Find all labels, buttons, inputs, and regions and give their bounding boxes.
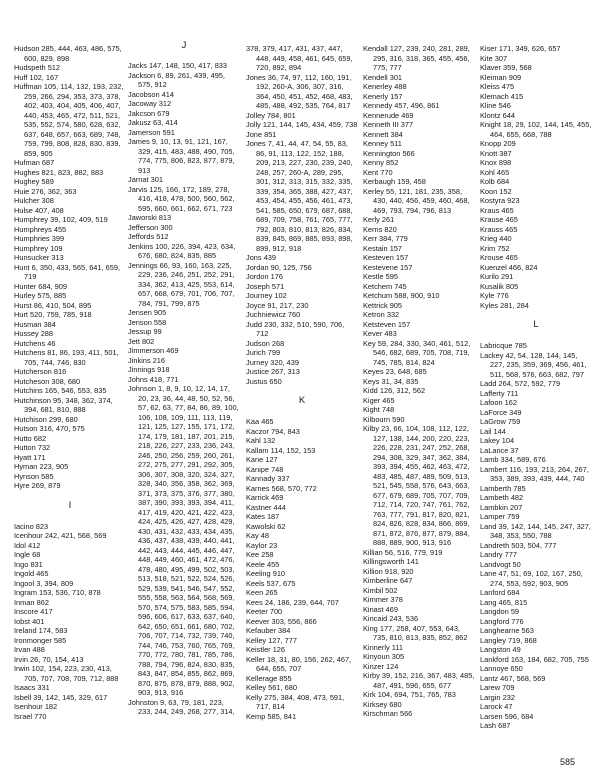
index-entry: Krouse 465 <box>480 253 518 262</box>
index-entry: Irwin 102, 154, 223, 230, 413, 705, 707, 708, 709, 712, 888 <box>14 664 119 683</box>
index-entry: Hunt 6, 350, 433, 565, 641, 659, 719 <box>14 262 121 281</box>
index-entry: Kaa 465 <box>246 417 274 426</box>
index-entry: Lambkin 207 <box>480 502 523 512</box>
index-entry: Kiger 465 <box>363 395 395 405</box>
index-entry: Knox 898 <box>480 158 512 167</box>
index-entry: Kesteven 157 <box>363 253 409 262</box>
index-entry: Judd 230, 332, 510, 590, 706, 712 <box>246 319 345 338</box>
index-entry: Jacoway 312 <box>128 99 172 108</box>
index-entry: Inscore 417 <box>14 607 53 616</box>
index-entry: Lafferty 711 <box>480 388 519 398</box>
index-entry: Kenney 511 <box>363 139 402 148</box>
index-entry: Irvin 26, 70, 154, 413 <box>14 654 84 664</box>
index-entry: Land 39, 142, 144, 145, 247, 327, 348, 353, 550, 788 <box>480 521 591 540</box>
index-entry: Huff 102, 167 <box>14 72 59 82</box>
index-entry: Kinyoun 305 <box>363 652 405 661</box>
index-entry: Jordon 176 <box>246 272 283 281</box>
index-entry: Kennett 384 <box>363 129 403 139</box>
index-entry: Hyatt 171 <box>14 452 46 462</box>
index-entry: Humphreys 455 <box>14 224 67 234</box>
index-entry: Huffman 105, 114, 132, 193, 232, 259, 266, 294, 353, 373, 378, 402, 403, 404, 405, 406, 407, 440, 453, 465, 472, 511, 521, 535, 552, 574, 580, 628, 632, 637, 648, 657, 663, 689, 748, 759, 799, 808, 828, 830, 839, 859, 905 <box>14 82 124 158</box>
index-entry: Kostyra 923 <box>480 196 520 205</box>
index-column-3 <box>246 44 358 721</box>
index-entry: Langhearne 563 <box>480 626 534 635</box>
index-entry: Keys 31, 34, 835 <box>363 376 419 386</box>
index-entry: Kastner 444 <box>246 502 286 512</box>
index-entry: Kawolski 62 <box>246 521 286 531</box>
index-entry: Landvogt 50 <box>480 559 521 569</box>
index-entry: Hyman 223, 905 <box>14 462 69 471</box>
index-entry: Kusalik 805 <box>480 281 519 291</box>
index-entry: Humphries 399 <box>14 234 65 243</box>
index-entry: Lackey 42, 54, 128, 144, 145, 227, 235, 359, 369, 456, 461, 511, 568, 576, 663, 682, 797 <box>480 350 587 379</box>
index-entry: Humphrey 109 <box>14 243 63 253</box>
index-entry: Jefferson 300 <box>128 222 173 232</box>
index-entry: Krauss 465 <box>480 224 518 234</box>
index-entry: Jeffords 512 <box>128 232 169 241</box>
index-entry: Largin 232 <box>480 692 515 702</box>
index-entry: Klontz 644 <box>480 110 515 120</box>
index-entry: Hunter 684, 909 <box>14 281 68 291</box>
index-entry: Kohl 465 <box>480 167 510 177</box>
index-entry: Ironmonger 585 <box>14 635 67 645</box>
index-column-4 <box>363 44 475 719</box>
index-entry: Kerr 384, 779 <box>363 234 408 243</box>
index-entry: Ketsteven 157 <box>363 319 411 329</box>
index-entry: Jennings 66, 93, 160, 163, 225, 229, 236, 246, 251, 252, 291, 334, 362, 413, 425, 553, 614, 657, 668, 679, 701, 706, 707, 784, 791, 799, 875 <box>128 260 235 308</box>
index-entry: Lanford 684 <box>480 588 520 597</box>
index-entry: Killingsworth 141 <box>363 557 419 566</box>
index-entry: Kendall 127, 239, 240, 281, 289, 295, 316, 318, 365, 455, 456, 775, 777 <box>363 44 470 72</box>
index-entry: Ingold 465 <box>14 569 49 578</box>
index-entry: Kelley 127, 777 <box>246 635 297 645</box>
index-entry: Jenkins 100, 226, 394, 423, 634, 676, 680, 824, 835, 885 <box>128 241 236 260</box>
index-entry: Lantz 467, 568, 569 <box>480 673 546 683</box>
index-entry: Kenny 852 <box>363 158 399 167</box>
index-entry: Kestevene 157 <box>363 262 413 272</box>
index-entry: Isbell 39, 142, 145, 329, 617 <box>14 692 108 702</box>
index-entry: Keeling 910 <box>246 569 286 578</box>
index-entry: Kellerage 855 <box>246 673 292 683</box>
index-entry: Keels 537, 675 <box>246 578 296 588</box>
index-column-1 <box>14 44 126 721</box>
index-entry: Hutcherson 816 <box>14 367 67 376</box>
index-entry: 378, 379, 417, 431, 437, 447, 448, 449, 458, 461, 645, 659, 720, 892, 894 <box>246 44 353 72</box>
index-entry: Kirschman 566 <box>363 709 413 718</box>
index-entry: Jacobson 414 <box>128 89 175 99</box>
index-entry: Hutto 682 <box>14 433 47 443</box>
index-entry: Humphrey 39, 102, 409, 519 <box>14 215 108 224</box>
index-entry: Karnes 568, 570, 772 <box>246 483 317 493</box>
section-letter: L <box>533 319 539 330</box>
index-entry: Langdon 59 <box>480 607 520 616</box>
index-entry: Kees 24, 186, 239, 644, 707 <box>246 597 339 607</box>
index-entry: Klemach 415 <box>480 91 524 101</box>
index-entry: Kinast 469 <box>363 604 398 614</box>
index-entry: Hurley 575, 885 <box>14 291 67 300</box>
index-entry: Lafoon 162 <box>480 398 517 407</box>
index-entry: Kerley 55, 121, 181, 235, 358, 430, 440, 456, 459, 460, 468, 469, 793, 794, 796, 813 <box>363 186 470 215</box>
index-entry: Kleiman 909 <box>480 72 522 82</box>
index-entry: Joyce 91, 217, 230 <box>246 300 309 310</box>
index-entry: Kenerley 488 <box>363 82 407 91</box>
index-entry: Kennerude 469 <box>363 110 414 120</box>
index-entry: Keever 303, 556, 866 <box>246 616 317 626</box>
index-entry: Idol 412 <box>14 540 41 550</box>
index-entry: Koon 152 <box>480 186 512 196</box>
index-entry: Joseph 571 <box>246 281 285 291</box>
index-entry: Kimbil 502 <box>363 585 398 595</box>
index-entry: Kallam 114, 152, 153 <box>246 445 316 455</box>
index-entry: Kerly 261 <box>363 215 395 224</box>
index-entry: Johnston 9, 63, 79, 181, 223, 233, 244, 249, 268, 277, 314, <box>128 697 235 716</box>
index-entry: Hutchins 165, 546, 553, 835 <box>14 386 107 395</box>
index-entry: Kee 258 <box>246 550 274 559</box>
index-entry: Jakcson 679 <box>128 108 170 118</box>
index-entry: Kerns 820 <box>363 224 397 234</box>
index-entry: Kettrick 905 <box>363 300 403 310</box>
index-entry: Kraus 465 <box>480 205 514 215</box>
index-entry: Justice 267, 313 <box>246 367 300 376</box>
index-entry: Ingool 3, 394, 809 <box>14 578 74 588</box>
index-entry: Husman 384 <box>14 319 56 329</box>
index-entry: Kerbaugh 159, 458 <box>363 177 426 186</box>
index-entry: Killian 56, 516, 779, 919 <box>363 547 443 557</box>
index-entry: Icenhour 242, 421, 568, 569 <box>14 531 107 540</box>
index-entry: Kyles 281, 284 <box>480 300 529 310</box>
index-entry: Johnson 1, 8, 9, 10, 12, 14, 17, 20, 23, 36, 44, 48, 50, 52, 56, 57, 62, 63, 77, 84, 86, 89, 100, 106, 108, 109, 111, 113, 119, 121, 125, 127, 155, 171, 172, 174, 179, 181, 187, 201, 215, 218, 226, 227, 233, 236, 243, 246, 250, 256, 259, 260, 261, 272, 275, 277, 291, 292, 305, 306, 307, 308, 320, 324, 327, 328, 340, 356, 358, 362, 369, 371, 373, 375, 376, 377, 380, 387, 390, 393, 393, 394, 411, 417, 419, 420, 421, 422, 423, 424, 425, 426, 427, 428, 429, 430, 431, 432, 433, 434, 435, 436, 437, 438, 439, 440, 441, 442, 443, 444, 445, 446, 447, 448, 449, 460, 461, 472, 476, 478, 480, 495, 499, 502, 503, 513, 518, 521, 522, 524, 526, 529, 539, 541, 546, 547, 552, 555, 558, 563, 564, 568, 569, 570, 574, 575, 583, 585, 594, 596, 606, 617, 633, 637, 640, 642, 650, 651, 661, 680, 702, 706, 707, 714, 732, 739, 740, 744, 746, 753, 760, 765, 769, 770, 772, 780, 781, 785, 786, 788, 794, 796, 824, 830, 835, 843, 847, 854, 855, 862, 869, 870, 875, 878, 879, 888, 902, 903, 913, 916 <box>128 384 239 697</box>
index-entry: Landry 777 <box>480 550 517 559</box>
index-entry: Hutchens 46 <box>14 338 56 348</box>
index-entry: Huie 276, 362, 363 <box>14 186 77 196</box>
index-entry: Kefauber 384 <box>246 626 291 635</box>
index-entry: Kannady 337 <box>246 474 290 483</box>
index-entry: Judson 268 <box>246 338 285 348</box>
index-entry: Lane 47, 51, 69, 102, 167, 250, 274, 553, 592, 903, 905 <box>480 569 583 588</box>
index-entry: Jackson 6, 89, 261, 439, 495, 575, 912 <box>128 70 225 89</box>
index-entry: Krause 465 <box>480 215 518 224</box>
index-entry: Kay 48 <box>246 531 270 540</box>
index-entry: Jenson 558 <box>128 317 167 327</box>
index-entry: Hutchison 299, 680 <box>14 414 78 424</box>
index-entry: Lash 687 <box>480 721 511 730</box>
index-entry: LaForce 349 <box>480 407 522 417</box>
index-entry: Hurst 86, 410, 504, 895 <box>14 300 92 310</box>
index-entry: Kent 770 <box>363 167 393 177</box>
index-entry: Kiser 171, 349, 626, 657 <box>480 44 561 53</box>
index-entry: Jordan 90, 125, 756 <box>246 262 312 272</box>
index-entry: King 177, 258, 407, 553, 643, 735, 810, 813, 835, 852, 862 <box>363 623 468 642</box>
index-entry: Ketchum 588, 900, 910 <box>363 291 440 300</box>
index-entry: Kilbourn 590 <box>363 414 405 424</box>
index-entry: Kestain 157 <box>363 243 403 253</box>
index-entry: Kennedy 457, 496, 861 <box>363 101 440 110</box>
index-entry: Kimberline 647 <box>363 576 413 585</box>
index-entry: Lambeth 482 <box>480 493 524 502</box>
index-entry: Lankford 163, 184, 682, 705, 755 <box>480 654 589 664</box>
index-entry: Israel 770 <box>14 711 47 721</box>
index-entry: Kemp 585, 841 <box>246 711 297 721</box>
index-entry: Hulcher 308 <box>14 196 54 205</box>
index-entry: Jessup 99 <box>128 327 162 336</box>
index-entry: Kennington 566 <box>363 148 415 158</box>
index-entry: Kaczor 794, 843 <box>246 426 300 436</box>
section-letter: K <box>298 395 306 406</box>
index-entry: Jarnat 301 <box>128 175 163 184</box>
index-entry: Isaacs 331 <box>14 683 50 692</box>
index-entry: Jaworski 813 <box>128 213 172 222</box>
section-letter: J <box>181 40 187 51</box>
index-entry: Keen 265 <box>246 588 278 597</box>
index-entry: Ireland 174, 583 <box>14 626 68 635</box>
index-entry: Kahl 132 <box>246 436 276 445</box>
index-entry: Jurich 799 <box>246 348 281 357</box>
index-entry: Knight 18, 29, 102, 144, 145, 455, 464, 655, 668, 788 <box>480 120 592 139</box>
index-entry: Jinkins 216 <box>128 355 165 365</box>
index-entry: Isenhour 182 <box>14 702 58 711</box>
index-entry: Hufman 687 <box>14 158 55 167</box>
index-entry: Keele 455 <box>246 559 280 569</box>
index-entry: Jimmerson 469 <box>128 346 179 355</box>
index-entry: Journey 102 <box>246 291 287 300</box>
index-entry: Killion 918, 920 <box>363 566 414 576</box>
index-entry: Hutson 316, 470, 575 <box>14 424 85 433</box>
index-entry: Klaver 359, 568 <box>480 63 532 72</box>
index-entry: Kinzer 124 <box>363 661 399 671</box>
index-entry: Kestle 595 <box>363 272 398 281</box>
index-entry: Jons 439 <box>246 253 276 262</box>
index-entry: Langford 776 <box>480 616 524 626</box>
index-entry: Keyes 23, 648, 685 <box>363 367 427 376</box>
index-entry: Keeter 700 <box>246 607 283 616</box>
index-entry: Jett 802 <box>128 336 155 346</box>
index-entry: Kline 546 <box>480 101 511 110</box>
index-entry: Larock 47 <box>480 702 513 711</box>
index-entry: Ladd 264, 572, 592, 779 <box>480 379 561 388</box>
index-entry: Lannoye 650 <box>480 664 523 673</box>
index-entry: LaLance 37 <box>480 445 519 455</box>
index-entry: Larew 709 <box>480 683 515 692</box>
index-entry: James 9, 10, 13, 91, 121, 167, 329, 415, 483, 488, 490, 705, 774, 775, 806, 823, 877, 879, 913 <box>128 137 235 175</box>
index-entry: Hussey 288 <box>14 329 54 338</box>
index-entry: Hudson 285, 444, 463, 486, 575, 600, 829, 898 <box>14 44 122 63</box>
index-entry: Kyle 776 <box>480 291 509 300</box>
index-entry: Keller 18, 31, 80, 156, 262, 467, 644, 655, 707 <box>246 654 352 673</box>
section-letter: I <box>68 499 72 511</box>
index-entry: Lamberth 785 <box>480 483 526 493</box>
index-entry: Ketchem 745 <box>363 281 407 291</box>
index-entry: Jurney 320, 439 <box>246 357 300 367</box>
index-entry: Jolly 121, 144, 145, 434, 459, 738 <box>246 120 358 129</box>
index-entry: Kleiss 475 <box>480 82 515 91</box>
index-entry: Kinnerly 111 <box>363 642 403 652</box>
index-entry: Jakusz 63, 414 <box>128 118 178 127</box>
index-entry: Kenerly 157 <box>363 91 403 101</box>
index-entry: Kates 187 <box>246 512 280 521</box>
index-entry: Keistler 126 <box>246 645 286 654</box>
index-entry: Kanipe 748 <box>246 464 284 474</box>
index-entry: Knopp 209 <box>480 139 516 148</box>
index-entry: Iacino 823 <box>14 521 49 531</box>
index-entry: LaGrow 759 <box>480 417 521 426</box>
index-entry: Kidd 126, 312, 562 <box>363 386 426 395</box>
index-entry: Jinnings 918 <box>128 365 170 374</box>
index-entry: Hutchinson 95, 348, 362, 374, 394, 681, 810, 888 <box>14 395 113 414</box>
index-entry: Irvan 488 <box>14 645 45 654</box>
index-entry: Jones 36, 74, 97, 112, 160, 191, 192, 260-A, 306, 307, 316, 364, 450, 451, 452, 468, 483, 485, 488, 492, 535, 764, 817 <box>246 72 353 110</box>
index-entry: Kimmer 378 <box>363 595 403 604</box>
index-entry: Kelley 561, 680 <box>246 683 297 692</box>
index-entry: Jensen 905 <box>128 308 167 317</box>
index-entry: Lambert 116, 193, 213, 264, 267, 353, 389, 393, 439, 444, 740 <box>480 464 589 483</box>
index-entry: Ingle 68 <box>14 550 41 559</box>
index-entry: Lakey 104 <box>480 436 515 445</box>
index-entry: Hughey 589 <box>14 177 54 186</box>
index-entry: Jamerson 591 <box>128 127 175 137</box>
index-entry: Ingram 153, 536, 710, 878 <box>14 588 101 597</box>
page-number: 585 <box>560 757 576 767</box>
index-entry: Kincaid 243, 536 <box>363 614 419 623</box>
index-entry: Iobst 401 <box>14 616 45 626</box>
index-entry: Kirby 39, 152, 216, 367, 483, 485, 487, 491, 596, 655, 677 <box>363 671 475 690</box>
index-entry: Kolb 684 <box>480 177 510 186</box>
index-entry: Langston 49 <box>480 645 521 654</box>
index-entry: Lamb 334, 589, 676 <box>480 455 546 464</box>
index-entry: Jones 7, 41, 44, 47, 54, 55, 83, 86, 91, 113, 122, 152, 188, 209, 213, 227, 230, 239, 240, 248, 257, 260-A, 289, 295, 301, 312, 313, 315, 332, 335, 339, 354, 365, 388, 427, 437, 453, 454, 455, 456, 461, 473, 541, 585, 650, 679, 687, 688, 689, 709, 758, 761, 765, 777, 792, 803, 810, 813, 826, 834, 839, 845, 869, 885, 893, 898, 899, 912, 918 <box>246 139 353 253</box>
index-entry: Larsen 596, 684 <box>480 711 534 721</box>
index-entry: Jone 851 <box>246 129 277 139</box>
index-entry: Langley 719, 868 <box>480 635 537 645</box>
index-entry: Jolley 784, 801 <box>246 110 296 120</box>
index-entry: Knott 387 <box>480 148 512 158</box>
index-entry: Krieg 440 <box>480 234 512 243</box>
index-entry: Inman 862 <box>14 597 49 607</box>
index-entry: Hudspeth 512 <box>14 63 61 72</box>
index-entry: Kirk 104, 694, 751, 765, 783 <box>363 690 456 699</box>
index-entry: Jacks 147, 148, 150, 417, 833 <box>128 61 228 70</box>
index-entry: Justus 650 <box>246 376 282 386</box>
index-entry: Hughes 821, 823, 882, 883 <box>14 167 104 177</box>
index-entry: Lail 144 <box>480 426 506 436</box>
index-entry: Labricque 785 <box>480 341 527 350</box>
index-entry: Kirksey 680 <box>363 699 402 709</box>
index-entry: Ingo 831 <box>14 559 43 569</box>
index-entry: Hynson 585 <box>14 471 54 481</box>
index-entry: Juchniewicz 760 <box>246 310 301 319</box>
index-entry: Kenneth III 377 <box>363 120 414 129</box>
index-entry: Key 59, 284, 330, 340, 461, 512, 546, 682, 689, 705, 708, 719, 745, 785, 814, 824 <box>363 338 471 367</box>
index-column-5 <box>480 44 592 731</box>
index-entry: Kurilo 291 <box>480 272 514 281</box>
index-entry: Karrick 469 <box>246 493 284 502</box>
index-entry: Hutchens 81, 86, 193, 411, 501, 705, 744, 746, 830 <box>14 348 119 367</box>
index-entry: Hunsucker 313 <box>14 253 64 262</box>
index-entry: Johns 418, 771 <box>128 374 179 384</box>
index-entry: Kilby 23, 66, 104, 108, 112, 122, 127, 138, 144, 200, 220, 223, 226, 228, 231, 247, 252, 268, 294, 308, 329, 347, 362, 384, 393, 394, 455, 462, 463, 472, 483, 485, 487, 489, 509, 513, 521, 545, 558, 576, 643, 663, 677, 679, 689, 705, 707, 709, 712, 714, 720, 747, 761, 762, 763, 777, 791, 817, 820, 821, 824, 826, 828, 834, 866, 869, 871, 872, 876, 877, 879, 884, 888, 889, 900, 913, 916 <box>363 424 470 547</box>
index-entry: Kelly 275, 384, 408, 473, 591, 717, 814 <box>246 692 345 711</box>
index-entry: Hyre 269, 879 <box>14 481 61 490</box>
index-entry: Lang 465, 815 <box>480 597 528 607</box>
index-entry: Lamper 759 <box>480 512 520 521</box>
index-column-2 <box>128 40 240 717</box>
index-entry: Kight 748 <box>363 405 395 414</box>
index-entry: Kuenzel 466, 824 <box>480 262 538 272</box>
index-entry: Hutton 732 <box>14 443 51 452</box>
index-entry: Landreth 503, 504, 777 <box>480 540 557 550</box>
index-entry: Jarvis 125, 166, 172, 189, 278, 416, 418, 478, 500, 560, 562, 595, 660, 661, 662, 671, 723 <box>128 184 235 213</box>
index-entry: Kite 307 <box>480 53 508 63</box>
index-entry: Hurt 520, 759, 785, 918 <box>14 310 92 319</box>
index-entry: Kever 483 <box>363 329 397 338</box>
index-entry: Krim 752 <box>480 243 510 253</box>
index-entry: Kaylor 23 <box>246 540 278 550</box>
index-entry: Ketron 332 <box>363 310 400 319</box>
index-entry: Hulse 407, 408 <box>14 205 64 215</box>
index-entry: Kendell 301 <box>363 72 403 82</box>
index-entry: Hutcheson 308, 680 <box>14 376 81 386</box>
index-entry: Kane 127 <box>246 455 278 464</box>
